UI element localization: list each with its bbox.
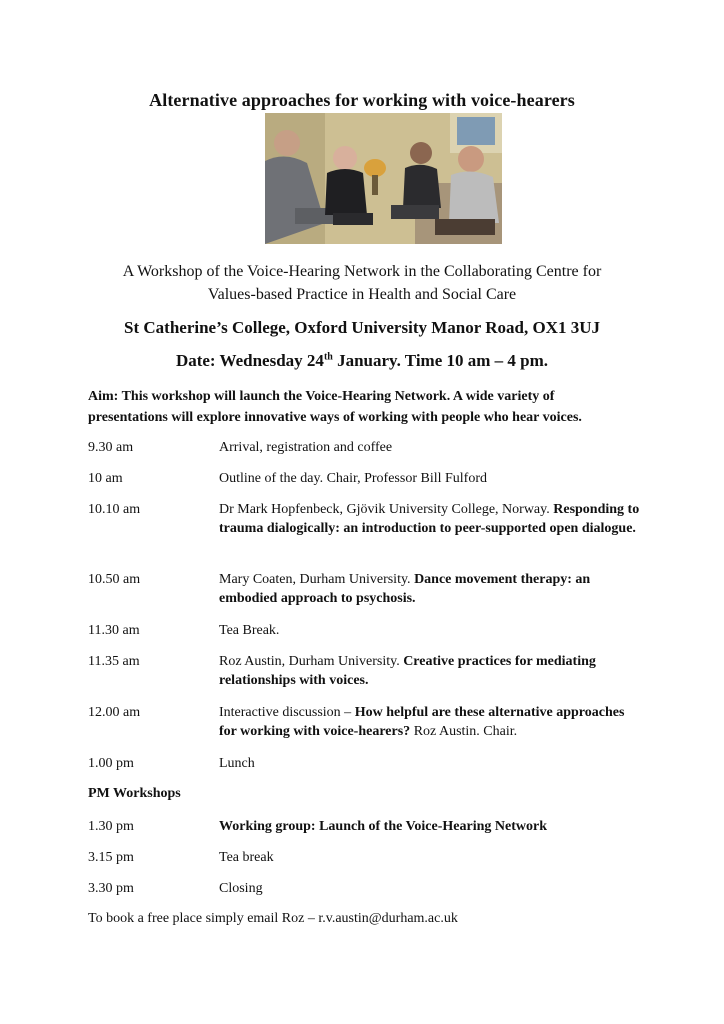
schedule-text: Dr Mark Hopfenbeck, Gjövik University College, Norway. — [219, 502, 554, 517]
schedule-time: 3.30 pm — [88, 881, 134, 896]
schedule-description — [219, 703, 644, 741]
schedule-time: 11.35 am — [88, 654, 140, 669]
aim-line-1: Aim: This workshop will launch the Voice-Hearing Network. A wide variety of — [88, 389, 555, 404]
date-prefix: Date: Wednesday 24 — [175, 351, 324, 370]
workshop-photo — [265, 113, 502, 244]
schedule-text-after: Roz Austin. Chair. — [410, 724, 518, 739]
schedule-description — [219, 469, 644, 488]
schedule-description — [219, 817, 644, 836]
schedule-time: 12.00 am — [88, 705, 141, 720]
venue: St Catherine’s College, Oxford University Manor Road, OX1 3UJ — [124, 318, 600, 337]
schedule-time: 10.10 am — [88, 502, 141, 517]
schedule-time: 10.50 am — [88, 572, 141, 587]
workshop-subtitle — [70, 260, 654, 306]
aim-line-2: presentations will explore innovative ways of working with people who hear voices. — [88, 410, 582, 425]
schedule-text: Closing — [219, 881, 263, 896]
schedule-text: Roz Austin, Durham University. — [219, 654, 404, 669]
event-date — [0, 351, 724, 371]
schedule-talk-title: How helpful are these alternative approaches for working with voice-hearers? — [219, 705, 625, 739]
schedule-description — [219, 848, 644, 867]
schedule-text: Lunch — [219, 756, 255, 771]
schedule-talk-title: Working group: Launch of the Voice-Hearing Network — [219, 819, 547, 834]
schedule-description — [219, 500, 644, 538]
schedule-text: Interactive discussion – — [219, 705, 355, 720]
pm-workshops-heading: PM Workshops — [88, 786, 181, 801]
schedule-description — [219, 570, 644, 608]
schedule-description — [219, 652, 644, 690]
aim-statement — [88, 386, 648, 428]
schedule-time: 1.00 pm — [88, 756, 134, 771]
schedule-talk-title: Creative practices for mediating relationships with voices. — [219, 654, 596, 688]
schedule-talk-title: Dance movement therapy: an embodied approach to psychosis. — [219, 572, 591, 606]
subtitle-line-2: Values-based Practice in Health and Social Care — [207, 286, 517, 303]
schedule-description — [219, 754, 644, 773]
date-superscript: th — [323, 351, 333, 363]
schedule-time: 1.30 pm — [88, 819, 134, 834]
date-suffix: January. Time 10 am – 4 pm. — [332, 351, 549, 370]
schedule-text: Tea break — [219, 850, 274, 865]
schedule-text: Mary Coaten, Durham University. — [219, 572, 415, 587]
schedule-description — [219, 621, 644, 640]
schedule-description — [219, 879, 644, 898]
schedule-talk-title: Responding to trauma dialogically: an introduction to peer-supported open dialogue. — [219, 502, 640, 536]
subtitle-line-1: A Workshop of the Voice-Hearing Network in the Collaborating Centre for — [122, 263, 602, 280]
schedule-time: 10 am — [88, 471, 123, 486]
schedule-time: 9.30 am — [88, 440, 134, 455]
schedule-description — [219, 438, 644, 457]
booking-footer: To book a free place simply email Roz – r.v.austin@durham.ac.uk — [88, 911, 458, 926]
schedule-text: Tea Break. — [219, 623, 280, 638]
schedule-time: 3.15 pm — [88, 850, 134, 865]
schedule-time: 11.30 am — [88, 623, 140, 638]
schedule-text: Arrival, registration and coffee — [219, 440, 393, 455]
schedule-text: Outline of the day. Chair, Professor Bill Fulford — [219, 471, 487, 486]
document-title: Alternative approaches for working with voice-hearers — [149, 90, 575, 110]
